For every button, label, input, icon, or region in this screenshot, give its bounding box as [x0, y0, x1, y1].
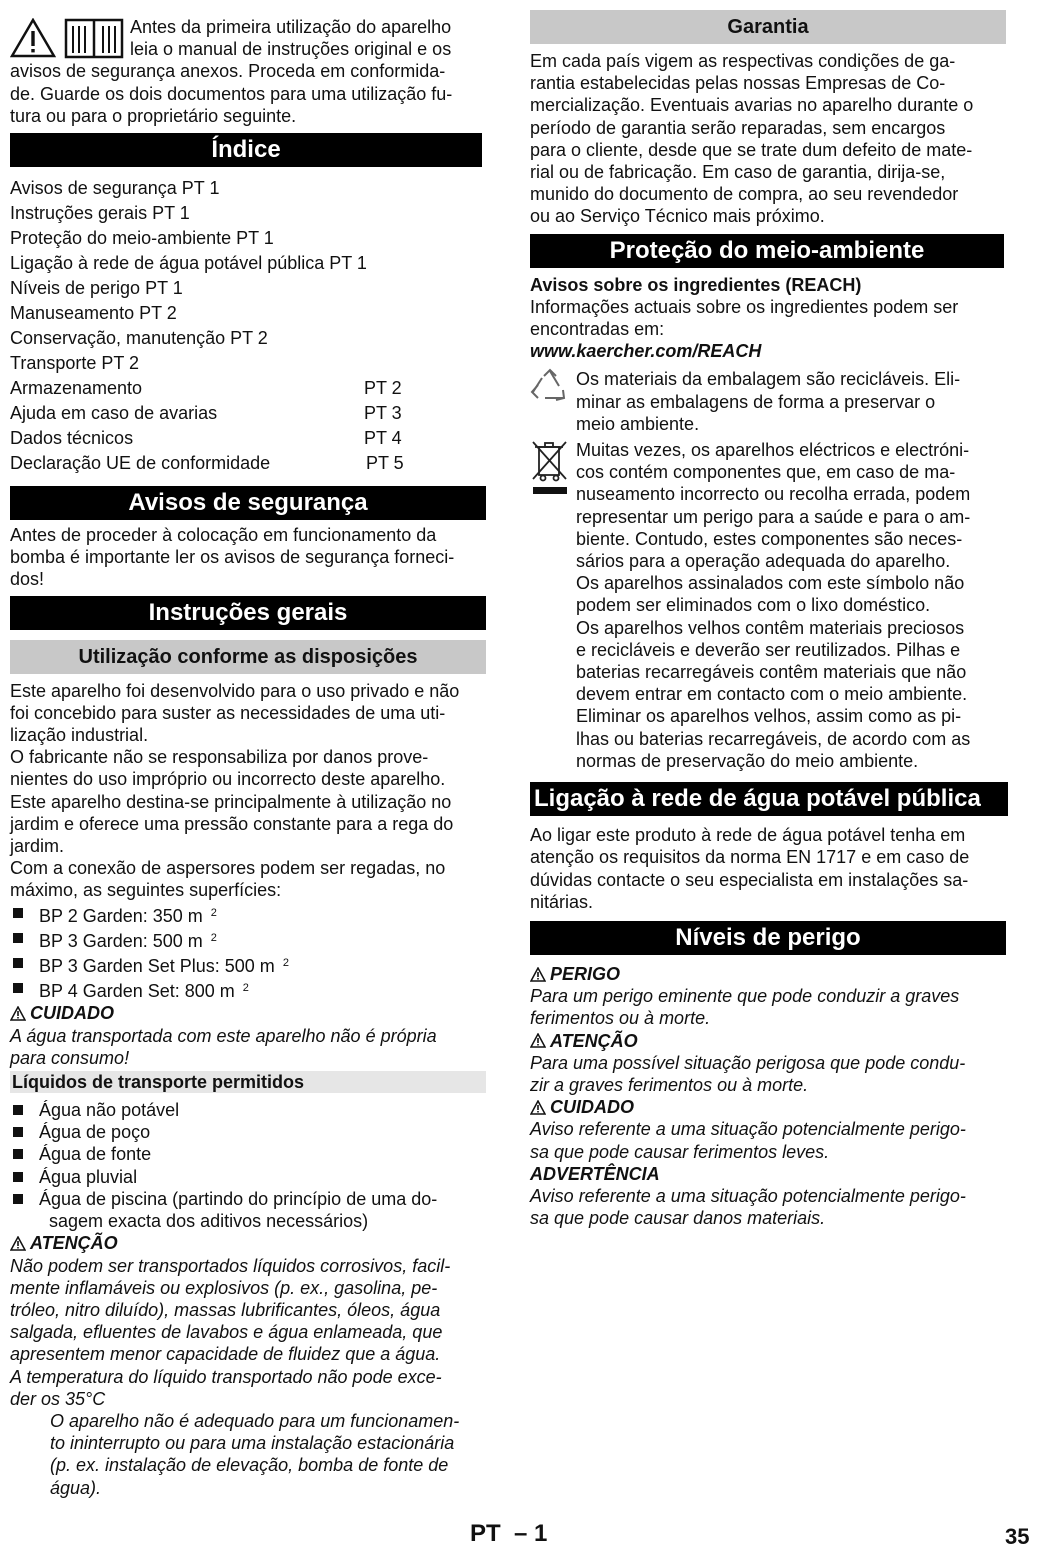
caution-label: CUIDADO: [530, 1096, 1008, 1118]
index-item[interactable]: Níveis de perigo PT 1: [10, 278, 183, 299]
caution-label: CUIDADO: [10, 1002, 498, 1024]
index-list: [10, 176, 498, 476]
index-item[interactable]: Dados técnicos PT 4: [10, 428, 402, 449]
list-item: BP 3 Garden: 500 m $^2$: [10, 927, 498, 952]
index-item[interactable]: Ajuda em caso de avarias PT 3: [10, 403, 402, 424]
crossed-bin-icon: [530, 439, 570, 501]
list-item: Água de piscina (partindo do princípio de uma do- sagem exacta dos aditivos necessários): [10, 1188, 498, 1232]
intro-line: leia o manual de instruções original e os: [130, 39, 452, 60]
reach-link[interactable]: www.kaercher.com/REACH: [530, 341, 762, 362]
attention-label: ATENÇÃO: [530, 1030, 1008, 1052]
manual-book-icon: [64, 17, 124, 59]
weee-block: Muitas vezes, os aparelhos eléctricos e electróni- cos contém componentes que, em caso de ma- nuseamento incorrecto ou recolha errada, podem representar um perigo para a saúde e para o am- biente. Contudo, estes componentes são neces- sários para a operação adequada do aparelho. Os aparelhos assinalados com este símbolo não podem ser eliminados com o lixo doméstico. Os aparelhos velhos contêm materiais preciosos e recicláveis e deverão ser reutilizados. Pilhas e baterias recarregáveis contêm materiais que não devem entrar em contacto com o meio ambiente. Eliminar os aparelhos velhos, assim como as pi- lhas ou baterias recarregáveis, de acordo com as normas de preservação do meio ambiente.: [530, 439, 1008, 772]
safety-text: Antes de proceder à colocação em funcionamento da bomba é importante ler os avisos de segurança forneci- dos!: [10, 525, 455, 590]
warranty-text: Em cada país vigem as respectivas condições de ga- rantia estabelecidas pelas nossas Empresas de Co- mercialização. Eventuais avarias no aparelho durante o período de garantia serão reparadas, sem encargos para o cliente, desde que se trate dum defeito de mate- rial ou de fabricação. Em caso de garantia, dirija-se, munido do documento de compra, ao seu revendedor ou ao Serviço Técnico mais próximo.: [530, 51, 974, 227]
liquids-heading: Líquidos de transporte permitidos: [10, 1071, 486, 1093]
index-item[interactable]: Armazenamento PT 2: [10, 378, 402, 399]
warning-triangle-icon: [530, 1033, 546, 1048]
warning-triangle-icon: [10, 18, 56, 58]
note-text: O aparelho não é adequado para um funcionamen- to ininterrupto ou para uma instalação estacionária (p. ex. instalação de elevação, bomba de fonte de água).: [50, 1410, 460, 1498]
warning-triangle-icon: [10, 1006, 26, 1021]
reach-block: Avisos sobre os ingredientes (REACH) Informações actuais sobre os ingredientes podem ser encontradas em: www.kaercher.com/REACH: [530, 274, 1008, 363]
intro-line: Antes da primeira utilização do aparelho: [130, 17, 452, 37]
list-item: Água pluvial: [10, 1166, 498, 1188]
danger-levels: PERIGO Para um perigo eminente que pode conduzir a graves ferimentos ou à morte. ATENÇÃO Para uma possível situação perigosa que pode condu- zir a graves ferimentos ou à morte. CUIDADO Aviso referente a uma situação potencialmente perigo- sa que pode causar ferimentos leves. ADVERTÊNCIA Aviso referente a uma situação potencialmente perigo- sa que pode causar danos materiais.: [530, 963, 1008, 1229]
index-item[interactable]: Conservação, manutenção PT 2: [10, 328, 268, 349]
right-column: [530, 10, 1008, 1229]
usage-text: Este aparelho foi desenvolvido para o uso privado e não foi concebido para suster as necessidades de uma uti- lização industrial. O fabricante não se responsabiliza por danos prove- nientes do uso impróprio ou incorrecto deste aparelho. Este aparelho destina-se principalmente à utilização no jardim e oferece uma pressão constante para a rega do jardim. Com a conexão de aspersores podem ser regadas, no máximo, as seguintes superfícies:: [10, 680, 460, 901]
caution-text: A água transportada com este aparelho não é própria para consumo!: [10, 1025, 437, 1068]
intro-block: [10, 16, 498, 127]
index-item[interactable]: Transporte PT 2: [10, 353, 140, 374]
surfaces-list: [10, 902, 498, 1003]
footer-page-label: PT – 1: [470, 1520, 548, 1547]
recycle-block: Os materiais da embalagem são recicláveis. Eli- minar as embalagens de forma a preservar o meio ambiente.: [530, 368, 1008, 435]
usage-subheading: Utilização conforme as disposições: [10, 640, 486, 674]
footer-page-number: 35: [1005, 1524, 1030, 1549]
liquids-list: [10, 1099, 498, 1232]
list-item: BP 3 Garden Set Plus: 500 m $^2$: [10, 952, 498, 977]
index-item[interactable]: Declaração UE de conformidade PT 5: [10, 453, 404, 474]
warning-triangle-icon: [530, 967, 546, 982]
warning-triangle-icon: [530, 1100, 546, 1115]
warranty-heading: Garantia: [530, 10, 1006, 44]
index-item[interactable]: Manuseamento PT 2: [10, 303, 177, 324]
list-item: Água de fonte: [10, 1143, 498, 1165]
danger-label: PERIGO: [530, 963, 1008, 985]
left-column: [10, 16, 498, 1499]
water-heading: Ligação à rede de água potável pública: [530, 782, 1008, 816]
list-item: Água de poço: [10, 1121, 498, 1143]
index-item[interactable]: Ligação à rede de água potável pública PT 1: [10, 253, 367, 274]
intro-line: tura ou para o proprietário seguinte.: [10, 105, 297, 126]
index-item[interactable]: Instruções gerais PT 1: [10, 203, 190, 224]
water-text: Ao ligar este produto à rede de água potável tenha em atenção os requisitos da norma EN 1717 e em caso de dúvidas contacte o seu especialista em instalações sa- nitárias.: [530, 825, 970, 912]
warning-triangle-icon: [10, 1236, 26, 1251]
list-item: BP 4 Garden Set: 800 m $^2$: [10, 977, 498, 1002]
list-item: Água não potável: [10, 1099, 498, 1121]
danger-heading: Níveis de perigo: [530, 921, 1006, 955]
attention-label: ATENÇÃO: [10, 1232, 498, 1254]
intro-line: avisos de segurança anexos. Proceda em conformida-: [10, 61, 446, 82]
environment-heading: Proteção do meio-ambiente: [530, 234, 1004, 268]
attention-text: Não podem ser transportados líquidos corrosivos, facil- mente inflamáveis ou explosivos (p. ex., gasolina, pe- tróleo, nitro diluído), massas lubrificantes, óleos, água salgada, efluentes de lavabos e água enlameada, que apresentem menor capacidade de fluidez que a água. A temperatura do líquido transportado não pode exce- der os 35°C: [10, 1255, 451, 1409]
index-item[interactable]: Proteção do meio-ambiente PT 1: [10, 228, 274, 249]
intro-line: de. Guarde os dois documentos para uma utilização fu-: [10, 83, 453, 104]
list-item: BP 2 Garden: 350 m $^2$: [10, 902, 498, 927]
safety-heading: Avisos de segurança: [10, 486, 486, 520]
index-item[interactable]: Avisos de segurança PT 1: [10, 178, 220, 199]
index-heading: Índice: [10, 133, 482, 167]
recycle-icon: [530, 368, 570, 408]
advertencia-label: ADVERTÊNCIA: [530, 1163, 660, 1184]
general-heading: Instruções gerais: [10, 596, 486, 630]
